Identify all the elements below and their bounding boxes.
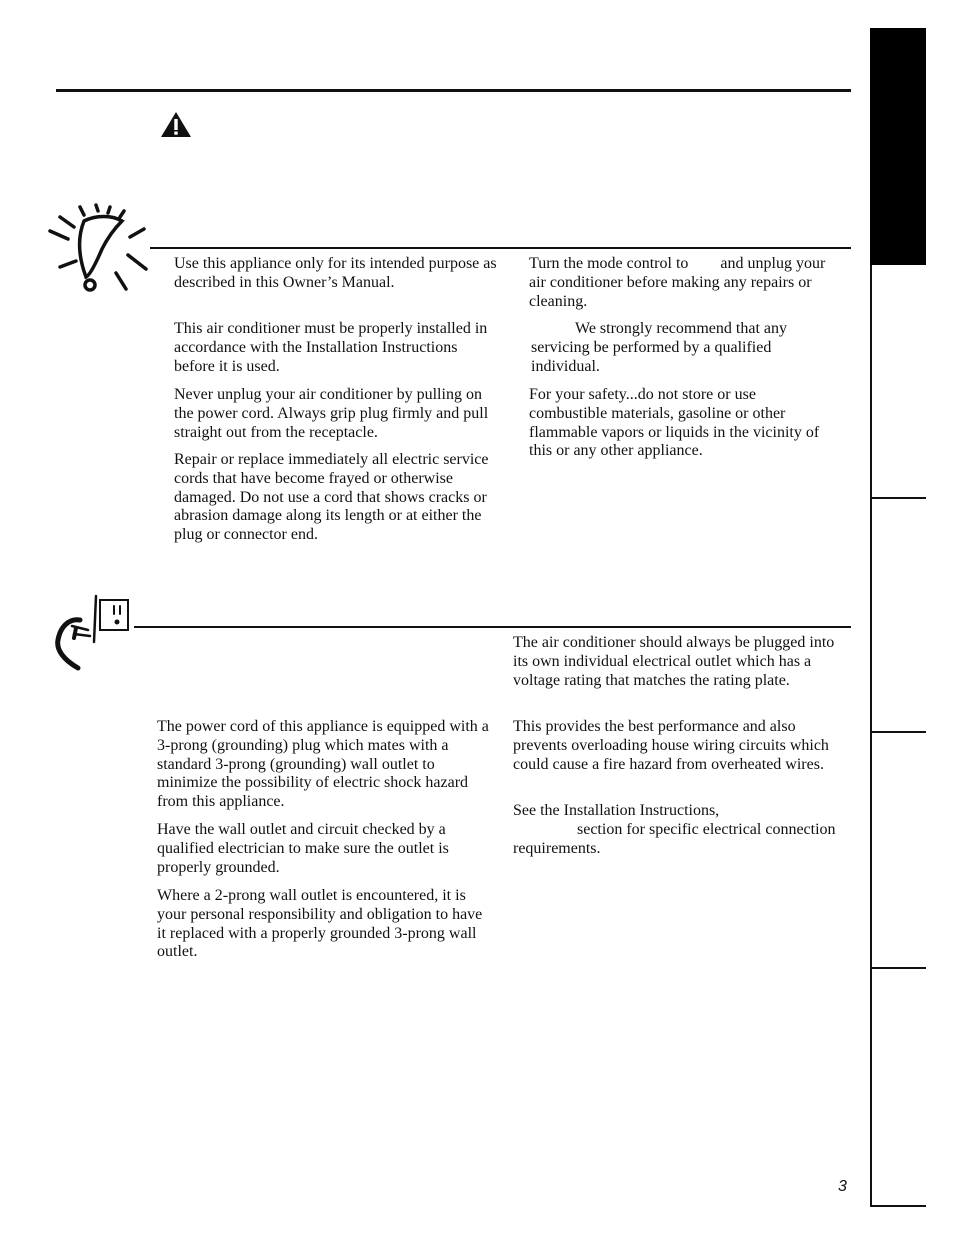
- section-tab-4[interactable]: [870, 733, 926, 969]
- electrical-section-rule: [134, 626, 851, 628]
- safety-left-paragraph-2: This air conditioner must be properly installed in accordance with the Installation Instructions before it is used.: [174, 320, 488, 375]
- safety-section-rule: [150, 247, 851, 249]
- page-number: 3: [838, 1178, 847, 1195]
- electrical-left-paragraph-3: Where a 2-prong wall outlet is encountered, it is your personal responsibility and obligation to have it replaced with a properly grounded 3-prong wall outlet.: [157, 887, 483, 961]
- section-tab-3[interactable]: [870, 499, 926, 733]
- warning-triangle-icon: [160, 111, 192, 138]
- safety-left-paragraph-1: Use this appliance only for its intended purpose as described in this Owner’s Manual.: [174, 255, 497, 291]
- electrical-right-paragraph-2: This provides the best performance and also prevents overloading house wiring circuits which could cause a fire hazard from overheated wires.: [513, 718, 829, 773]
- electrical-right-paragraph-1: The air conditioner should always be plugged into its own individual electrical outlet which has a voltage rating that matches the rating plate.: [513, 634, 835, 689]
- safety-right-paragraph-1: Turn the mode control to and unplug your air conditioner before making any repairs or cleaning.: [529, 255, 830, 310]
- safety-right-paragraph-3: For your safety...do not store or use combustible materials, gasoline or other flammable vapors or liquids in the vicinity of this or any other appliance.: [529, 386, 820, 460]
- top-rule: [56, 89, 851, 92]
- safety-left-paragraph-3: Never unplug your air conditioner by pulling on the power cord. Always grip plug firmly and pull straight out from the receptacle.: [174, 386, 489, 441]
- section-tab-5[interactable]: [870, 969, 926, 1207]
- safety-left-paragraph-4: Repair or replace immediately all electric service cords that have become frayed or otherwise damaged. Do not use a cord that shows cracks or abrasion damage along its length or at either the plug or connector end.: [174, 451, 489, 544]
- safety-right-paragraph-2: We strongly recommend that any servicing be performed by a qualified individual.: [531, 320, 787, 375]
- electrical-left-paragraph-1: The power cord of this appliance is equipped with a 3-prong (grounding) plug which mates with a standard 3-prong (grounding) wall outlet to minimize the possibility of electric shock hazard from this appliance.: [157, 718, 489, 811]
- electrical-left-paragraph-2: Have the wall outlet and circuit checked by a qualified electrician to make sure the outlet is properly grounded.: [157, 821, 449, 876]
- electrical-right-paragraph-3: See the Installation Instructions, section for specific electrical connection requirements.: [513, 802, 836, 857]
- exclamation-safety-icon: [46, 203, 150, 295]
- section-tab-active[interactable]: [870, 28, 926, 265]
- plug-outlet-icon: [50, 594, 136, 676]
- section-tab-2[interactable]: [870, 265, 926, 499]
